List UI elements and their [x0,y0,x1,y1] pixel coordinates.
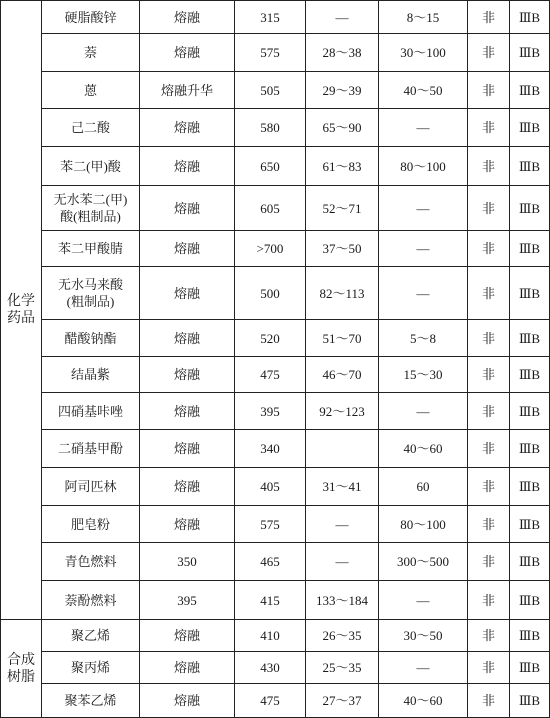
class-cell: ⅢB [510,72,550,109]
substance-name: 阿司匹林 [42,468,140,506]
ignition-temp-cell: 650 [235,147,306,186]
conductivity-cell: 非 [468,620,510,652]
substance-name: 聚乙烯 [42,620,140,652]
table-row [1,430,550,468]
conductivity-cell: 非 [468,186,510,231]
table-row [1,34,550,72]
conductivity-cell: 非 [468,468,510,506]
range-a-cell: 92～123 [306,393,379,430]
table-body [1,1,550,718]
ignition-temp-cell: 410 [235,620,306,652]
range-b-cell: — [379,393,468,430]
conductivity-cell: 非 [468,320,510,357]
ignition-temp-cell: 395 [235,393,306,430]
table-row [1,357,550,393]
range-b-cell: — [379,652,468,684]
range-a-cell: 26～35 [306,620,379,652]
conductivity-cell: 非 [468,430,510,468]
table-row [1,581,550,620]
substance-name: 己二酸 [42,109,140,147]
substance-name: 苯二(甲)酸 [42,147,140,186]
class-cell: ⅢB [510,468,550,506]
range-a-cell: 82～113 [306,267,379,320]
substance-name: 青色燃料 [42,543,140,581]
ignition-temp-cell: 575 [235,34,306,72]
range-b-cell: 300～500 [379,543,468,581]
conductivity-cell: 非 [468,1,510,34]
state-cell: 熔融 [140,506,235,543]
range-a-cell: 27～37 [306,684,379,718]
state-cell: 熔融 [140,267,235,320]
range-a-cell: 52～71 [306,186,379,231]
ignition-temp-cell: 520 [235,320,306,357]
ignition-temp-cell: 505 [235,72,306,109]
range-a-cell: 31～41 [306,468,379,506]
range-b-cell: 30～50 [379,620,468,652]
range-b-cell: 80～100 [379,506,468,543]
range-b-cell: 40～60 [379,430,468,468]
resins-group-label: 合成 树脂 [1,620,42,718]
state-cell: 熔融 [140,684,235,718]
substance-name: 醋酸钠酯 [42,320,140,357]
table-row [1,543,550,581]
class-cell: ⅢB [510,109,550,147]
conductivity-cell: 非 [468,267,510,320]
state-cell: 熔融 [140,34,235,72]
state-cell: 熔融 [140,186,235,231]
range-b-cell: 40～50 [379,72,468,109]
substance-name: 肥皂粉 [42,506,140,543]
ignition-temp-cell: >700 [235,231,306,267]
table-row [1,1,550,34]
state-cell: 熔融 [140,1,235,34]
state-cell: 熔融 [140,652,235,684]
range-a-cell: 65～90 [306,109,379,147]
table-row [1,72,550,109]
range-b-cell: — [379,581,468,620]
range-b-cell: 8～15 [379,1,468,34]
range-a-cell: — [306,543,379,581]
substance-name: 聚苯乙烯 [42,684,140,718]
conductivity-cell: 非 [468,506,510,543]
conductivity-cell: 非 [468,581,510,620]
range-a-cell: 46～70 [306,357,379,393]
ignition-temp-cell: 605 [235,186,306,231]
table-row [1,320,550,357]
range-b-cell: — [379,109,468,147]
class-cell: ⅢB [510,393,550,430]
conductivity-cell: 非 [468,357,510,393]
range-b-cell: — [379,267,468,320]
class-cell: ⅢB [510,34,550,72]
state-cell: 熔融 [140,430,235,468]
range-a-cell: — [306,506,379,543]
table-row [1,652,550,684]
table-row [1,147,550,186]
substance-name: 萘 [42,34,140,72]
substance-name: 无水马来酸 (粗制品) [42,267,140,320]
substance-name: 苯二甲酸腈 [42,231,140,267]
conductivity-cell: 非 [468,231,510,267]
range-a-cell: 51～70 [306,320,379,357]
state-cell: 熔融 [140,147,235,186]
substance-name: 萘酚燃料 [42,581,140,620]
ignition-temp-cell: 415 [235,581,306,620]
table-row [1,684,550,718]
conductivity-cell: 非 [468,34,510,72]
conductivity-cell: 非 [468,543,510,581]
ignition-temp-cell: 405 [235,468,306,506]
substance-name: 二硝基甲酚 [42,430,140,468]
state-cell: 熔融 [140,620,235,652]
table-row [1,506,550,543]
conductivity-cell: 非 [468,393,510,430]
state-cell: 熔融 [140,468,235,506]
state-cell: 熔融 [140,357,235,393]
table-row [1,393,550,430]
state-cell: 395 [140,581,235,620]
substance-name: 无水苯二(甲) 酸(粗制品) [42,186,140,231]
ignition-temp-cell: 475 [235,684,306,718]
range-a-cell: 29～39 [306,72,379,109]
substance-name: 四硝基咔唑 [42,393,140,430]
range-a-cell: 37～50 [306,231,379,267]
range-a-cell: 133～184 [306,581,379,620]
ignition-temp-cell: 580 [235,109,306,147]
class-cell: ⅢB [510,1,550,34]
ignition-temp-cell: 500 [235,267,306,320]
conductivity-cell: 非 [468,147,510,186]
class-cell: ⅢB [510,320,550,357]
class-cell: ⅢB [510,267,550,320]
state-cell: 熔融 [140,231,235,267]
class-cell: ⅢB [510,186,550,231]
chemicals-group-label: 化学 药品 [1,1,42,620]
class-cell: ⅢB [510,620,550,652]
ignition-temp-cell: 465 [235,543,306,581]
range-b-cell: 15～30 [379,357,468,393]
range-b-cell: 5～8 [379,320,468,357]
range-b-cell: — [379,231,468,267]
range-b-cell: — [379,186,468,231]
state-cell: 熔融 [140,320,235,357]
class-cell: ⅢB [510,684,550,718]
class-cell: ⅢB [510,231,550,267]
conductivity-cell: 非 [468,652,510,684]
range-b-cell: 60 [379,468,468,506]
range-b-cell: 40～60 [379,684,468,718]
substance-name: 聚丙烯 [42,652,140,684]
class-cell: ⅢB [510,430,550,468]
state-cell: 350 [140,543,235,581]
class-cell: ⅢB [510,357,550,393]
ignition-temp-cell: 340 [235,430,306,468]
table-row [1,620,550,652]
substance-name: 结晶紫 [42,357,140,393]
conductivity-cell: 非 [468,684,510,718]
state-cell: 熔融升华 [140,72,235,109]
table-row [1,468,550,506]
class-cell: ⅢB [510,543,550,581]
ignition-temp-cell: 575 [235,506,306,543]
range-a-cell: — [306,1,379,34]
range-a-cell [306,430,379,468]
class-cell: ⅢB [510,581,550,620]
substance-name: 蒽 [42,72,140,109]
conductivity-cell: 非 [468,109,510,147]
table-row [1,231,550,267]
class-cell: ⅢB [510,506,550,543]
range-b-cell: 30～100 [379,34,468,72]
range-a-cell: 25～35 [306,652,379,684]
range-a-cell: 61～83 [306,147,379,186]
range-a-cell: 28～38 [306,34,379,72]
table-row [1,109,550,147]
ignition-temp-cell: 315 [235,1,306,34]
substance-name: 硬脂酸锌 [42,1,140,34]
state-cell: 熔融 [140,109,235,147]
range-b-cell: 80～100 [379,147,468,186]
state-cell: 熔融 [140,393,235,430]
ignition-temp-cell: 430 [235,652,306,684]
class-cell: ⅢB [510,147,550,186]
ignition-temp-cell: 475 [235,357,306,393]
table-row [1,186,550,231]
conductivity-cell: 非 [468,72,510,109]
table-row [1,267,550,320]
class-cell: ⅢB [510,652,550,684]
